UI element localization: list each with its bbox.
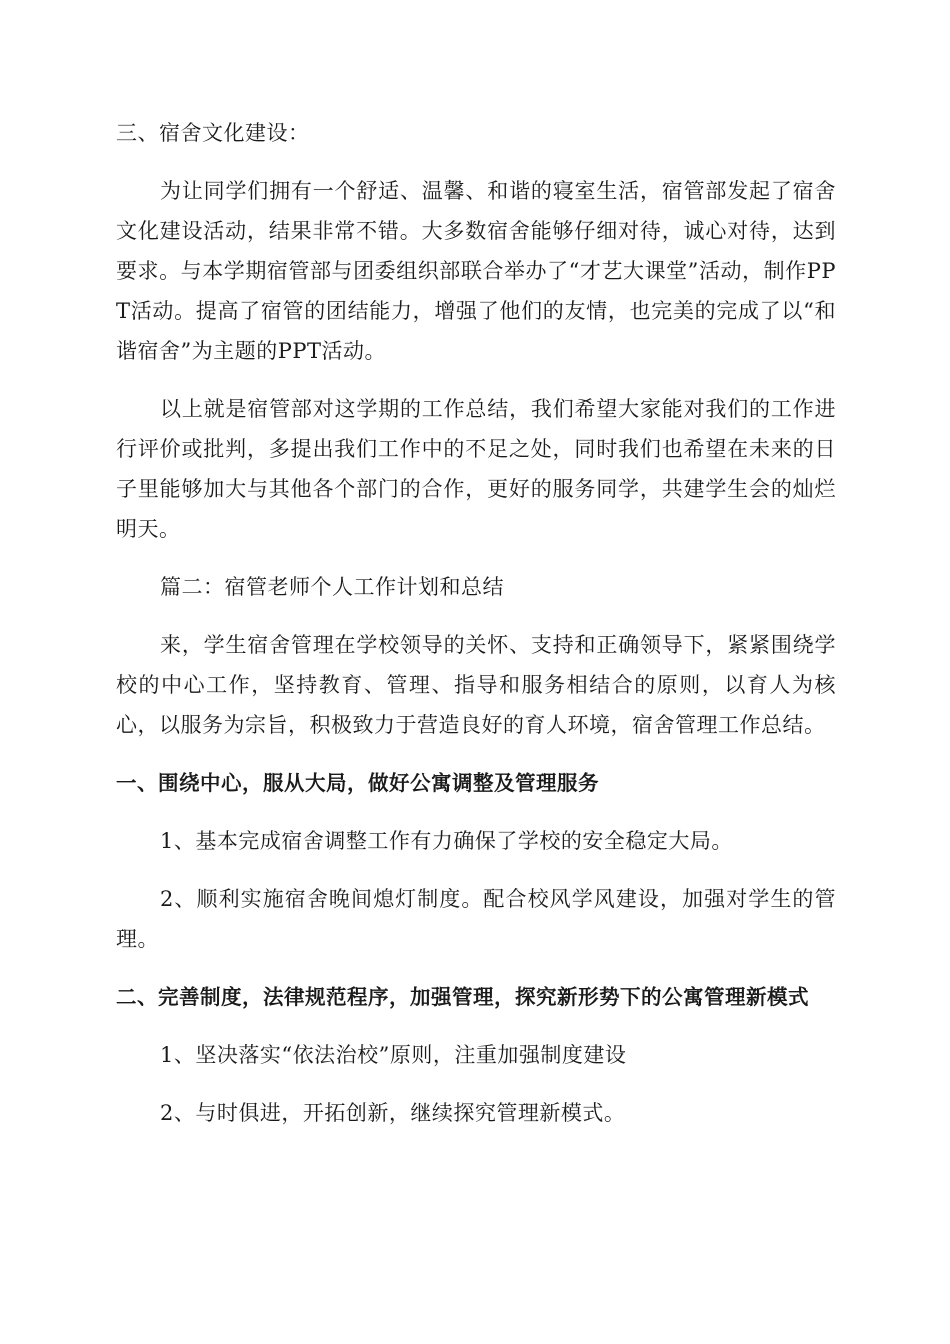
section-three-heading: 三、宿舍文化建设： xyxy=(116,121,310,145)
intro-paragraph: 来，学生宿舍管理在学校领导的关怀、支持和正确领导下，紧紧围绕学校的中心工作，坚持教育、管理、指导和服务相结合的原则，以育人为核心，以服务为宗旨，积极致力于营造良好的育人环境，宿舍管理工作总结。 xyxy=(116,633,836,737)
item-two-one: 1、坚决落实“依法治校”原则，注重加强制度建设 xyxy=(160,1043,627,1067)
part-two-title: 篇二：宿管老师个人工作计划和总结 xyxy=(160,575,504,599)
culture-paragraph: 为让同学们拥有一个舒适、温馨、和谐的寝室生活，宿管部发起了宿舍文化建设活动，结果非常不错。大多数宿舍能够仔细对待，诚心对待，达到要求。与本学期宿管部与团委组织部联合举办了“才艺大课堂”活动，制作PPT活动。提高了宿管的团结能力，增强了他们的友情，也完美的完成了以“和谐宿舍”为主题的PPT活动。 xyxy=(116,179,836,363)
heading-two: 二、完善制度，法律规范程序，加强管理，探究新形势下的公寓管理新模式 xyxy=(116,985,809,1009)
heading-one: 一、围绕中心，服从大局，做好公寓调整及管理服务 xyxy=(116,771,599,795)
summary-paragraph: 以上就是宿管部对这学期的工作总结，我们希望大家能对我们的工作进行评价或批判，多提出我们工作中的不足之处，同时我们也希望在未来的日子里能够加大与其他各个部门的合作，更好的服务同学，共建学生会的灿烂明天。 xyxy=(116,397,836,541)
document-body xyxy=(116,113,836,1133)
item-one-one: 1、基本完成宿舍调整工作有力确保了学校的安全稳定大局。 xyxy=(160,829,733,853)
item-two-two: 2、与时俱进，开拓创新，继续探究管理新模式。 xyxy=(160,1101,626,1125)
item-one-two: 2、顺利实施宿舍晚间熄灯制度。配合校风学风建设，加强对学生的管理。 xyxy=(116,887,836,951)
